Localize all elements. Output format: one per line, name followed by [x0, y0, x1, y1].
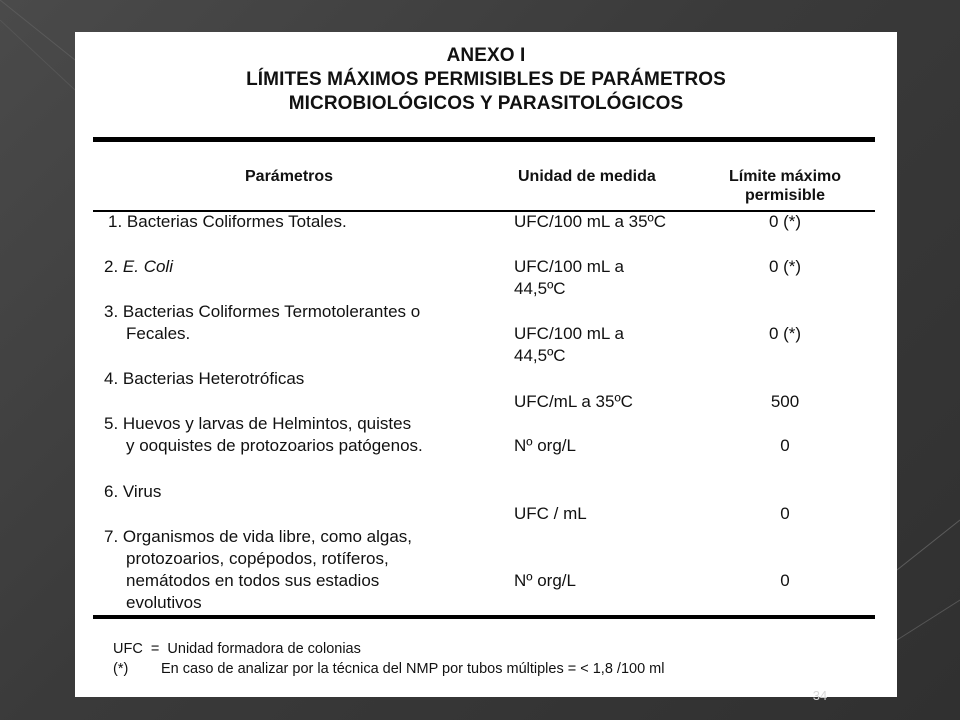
header-limite-line-1: Límite máximo: [728, 168, 842, 185]
table-row-4-unit: UFC/mL a 35ºC: [514, 392, 633, 411]
table-row-3-unit: UFC/100 mL a 44,5ºC: [514, 324, 624, 365]
table-row-2-param: 2. E. Coli: [104, 257, 173, 276]
table-row-3-limit: 0 (*): [768, 324, 802, 343]
header-limite: [705, 167, 865, 205]
table-row-3-param: 3. Bacterias Coliformes Termotolerantes o Fecales.: [104, 302, 421, 343]
table-row-6-limit: 0: [780, 504, 790, 523]
title-line-3: MICROBIOLÓGICOS Y PARASITOLÓGICOS: [288, 93, 684, 114]
table-bottom-rule: [93, 615, 875, 619]
footnote-asterisk: (*) En caso de analizar por la técnica del NMP por tubos múltiples = < 1,8 /100 ml: [113, 661, 665, 677]
title-line-2: LÍMITES MÁXIMOS PERMISIBLES DE PARÁMETROS: [246, 69, 726, 90]
table-row-1-param: 1. Bacterias Coliformes Totales.: [108, 212, 347, 231]
table-row-7-unit: Nº org/L: [514, 571, 576, 590]
table-row-6-unit: UFC / mL: [514, 504, 587, 523]
table-row-5-param: 5. Huevos y larvas de Helmintos, quistes y ooquistes de protozoarios patógenos.: [104, 414, 423, 455]
table-row-7-param: 7. Organismos de vida libre, como algas, protozoarios, copépodos, rotíferos, nemátodos en todos sus estadios evolutivos: [104, 527, 413, 612]
footnote-ufc: UFC = Unidad formadora de colonias: [113, 641, 361, 657]
slide-number: 34: [812, 688, 828, 703]
title-line-1: ANEXO I: [446, 45, 526, 66]
table-row-2-unit: UFC/100 mL a 44,5ºC: [514, 257, 624, 298]
table-row-5-unit: Nº org/L: [514, 436, 576, 455]
table-top-rule: [93, 137, 875, 142]
header-limite-line-2: permisible: [744, 187, 826, 204]
header-unidad: Unidad de medida: [518, 168, 656, 185]
table-row-4-limit: 500: [770, 392, 800, 411]
table-row-1-unit: UFC/100 mL a 35ºC: [514, 212, 667, 231]
table-row-2-limit: 0 (*): [768, 257, 802, 276]
table-row-6-param: 6. Virus: [104, 482, 162, 501]
table-row-4-param: 4. Bacterias Heterotróficas: [104, 369, 305, 388]
table-row-7-limit: 0: [780, 571, 790, 590]
page-title: [75, 44, 897, 116]
header-parametros: Parámetros: [245, 168, 334, 185]
slide-content: [75, 32, 897, 697]
table-row-5-limit: 0: [780, 436, 790, 455]
table-row-1-limit: 0 (*): [768, 212, 802, 231]
